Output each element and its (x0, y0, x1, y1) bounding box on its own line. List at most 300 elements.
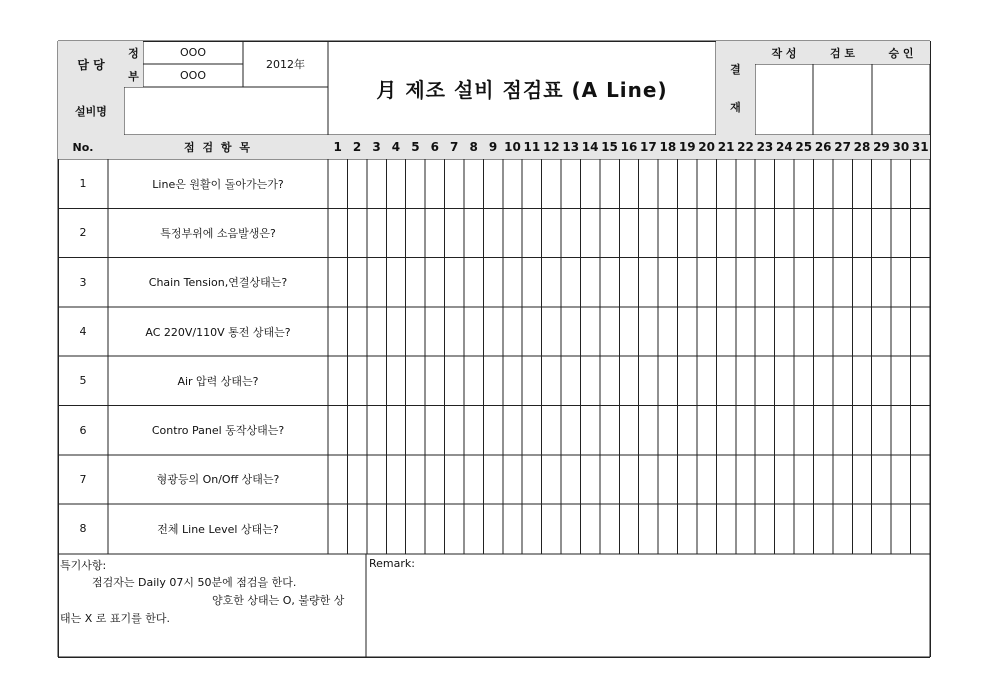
day-check-cell[interactable] (328, 406, 347, 455)
day-check-cell[interactable] (425, 504, 444, 553)
day-check-cell[interactable] (522, 455, 541, 504)
day-check-cell[interactable] (794, 504, 813, 553)
day-check-cell[interactable] (813, 258, 832, 307)
day-check-cell[interactable] (639, 356, 658, 405)
day-check-cell[interactable] (775, 159, 794, 208)
day-check-cell[interactable] (367, 406, 386, 455)
day-check-cell[interactable] (328, 455, 347, 504)
day-check-cell[interactable] (386, 159, 405, 208)
day-check-cell[interactable] (386, 406, 405, 455)
day-check-cell[interactable] (464, 406, 483, 455)
day-check-cell[interactable] (542, 356, 561, 405)
day-check-cell[interactable] (833, 406, 852, 455)
day-check-cell[interactable] (406, 504, 425, 553)
day-check-cell[interactable] (425, 159, 444, 208)
day-check-cell[interactable] (328, 356, 347, 405)
day-check-cell[interactable] (697, 258, 716, 307)
day-check-cell[interactable] (911, 307, 930, 356)
day-check-cell[interactable] (678, 455, 697, 504)
day-check-cell[interactable] (891, 307, 910, 356)
day-check-cell[interactable] (755, 406, 774, 455)
day-check-cell[interactable] (891, 208, 910, 257)
day-check-cell[interactable] (794, 159, 813, 208)
day-check-cell[interactable] (794, 258, 813, 307)
day-header-22: 22 (736, 135, 755, 159)
day-check-cell[interactable] (503, 258, 522, 307)
day-check-cell[interactable] (561, 159, 580, 208)
day-check-cell[interactable] (911, 208, 930, 257)
day-check-cell[interactable] (852, 455, 871, 504)
day-check-cell[interactable] (503, 208, 522, 257)
day-check-cell[interactable] (425, 406, 444, 455)
day-check-cell[interactable] (775, 406, 794, 455)
check-item-label: 전체 Line Level 상태는? (157, 522, 279, 536)
day-check-cell[interactable] (891, 406, 910, 455)
day-check-cell[interactable] (697, 504, 716, 553)
day-check-cell[interactable] (386, 208, 405, 257)
approval-label (716, 41, 755, 135)
special-notes-line2: 양호한 상태는 O, 불량한 상 (212, 594, 345, 607)
day-header-27: 27 (833, 135, 852, 159)
day-check-cell[interactable] (813, 504, 832, 553)
day-check-cell[interactable] (483, 455, 502, 504)
day-header-25: 25 (794, 135, 813, 159)
bu-value[interactable]: OOO (180, 69, 206, 82)
day-check-cell[interactable] (445, 504, 464, 553)
day-check-cell[interactable] (503, 406, 522, 455)
day-check-cell[interactable] (639, 504, 658, 553)
day-check-cell[interactable] (347, 208, 366, 257)
day-check-cell[interactable] (425, 258, 444, 307)
day-check-cell[interactable] (794, 455, 813, 504)
day-check-cell[interactable] (580, 356, 599, 405)
day-check-cell[interactable] (600, 504, 619, 553)
day-check-cell[interactable] (736, 208, 755, 257)
check-item-label: Line은 원활이 돌아가는가? (152, 177, 284, 191)
day-header-4: 4 (386, 135, 405, 159)
day-check-cell[interactable] (561, 307, 580, 356)
day-check-cell[interactable] (367, 159, 386, 208)
day-check-cell[interactable] (716, 208, 735, 257)
day-check-cell[interactable] (328, 307, 347, 356)
day-check-cell[interactable] (833, 307, 852, 356)
day-check-cell[interactable] (716, 356, 735, 405)
day-check-cell[interactable] (891, 159, 910, 208)
day-check-cell[interactable] (464, 208, 483, 257)
day-check-cell[interactable] (347, 504, 366, 553)
day-check-cell[interactable] (852, 307, 871, 356)
day-check-cell[interactable] (658, 159, 677, 208)
remark-box[interactable] (366, 554, 930, 657)
day-check-cell[interactable] (833, 159, 852, 208)
day-check-cell[interactable] (542, 406, 561, 455)
day-check-cell[interactable] (367, 504, 386, 553)
day-check-cell[interactable] (542, 159, 561, 208)
day-check-cell[interactable] (600, 307, 619, 356)
day-check-cell[interactable] (561, 455, 580, 504)
day-check-cell[interactable] (328, 208, 347, 257)
day-check-cell[interactable] (697, 406, 716, 455)
approval-col-reviewer: 검 토 (813, 41, 872, 64)
day-check-cell[interactable] (542, 504, 561, 553)
day-check-cell[interactable] (561, 258, 580, 307)
day-check-cell[interactable] (522, 208, 541, 257)
equipment-value[interactable] (124, 87, 328, 135)
day-header-15: 15 (600, 135, 619, 159)
day-check-cell[interactable] (580, 406, 599, 455)
day-check-cell[interactable] (386, 504, 405, 553)
day-check-cell[interactable] (736, 455, 755, 504)
day-check-cell[interactable] (794, 406, 813, 455)
day-check-cell[interactable] (406, 208, 425, 257)
day-check-cell[interactable] (445, 258, 464, 307)
signature-box-reviewer[interactable] (813, 64, 872, 135)
day-check-cell[interactable] (852, 406, 871, 455)
day-check-cell[interactable] (367, 455, 386, 504)
day-check-cell[interactable] (328, 504, 347, 553)
day-header-3: 3 (367, 135, 386, 159)
day-check-cell[interactable] (367, 307, 386, 356)
day-check-cell[interactable] (406, 307, 425, 356)
day-check-cell[interactable] (813, 406, 832, 455)
row-number: 8 (79, 522, 87, 536)
day-check-cell[interactable] (445, 307, 464, 356)
year-value[interactable]: 2012年 (266, 58, 305, 71)
check-item-label: Air 압력 상태는? (177, 374, 259, 388)
day-check-cell[interactable] (425, 356, 444, 405)
day-check-cell[interactable] (872, 208, 891, 257)
day-check-cell[interactable] (561, 406, 580, 455)
day-check-cell[interactable] (755, 356, 774, 405)
day-check-cell[interactable] (872, 504, 891, 553)
row-number: 5 (79, 374, 87, 388)
day-header-2: 2 (347, 135, 366, 159)
day-header-19: 19 (678, 135, 697, 159)
day-check-cell[interactable] (347, 356, 366, 405)
day-header-17: 17 (639, 135, 658, 159)
day-check-cell[interactable] (678, 356, 697, 405)
no-column-header: No. (58, 135, 108, 159)
day-check-cell[interactable] (813, 307, 832, 356)
day-check-cell[interactable] (755, 208, 774, 257)
day-check-cell[interactable] (891, 258, 910, 307)
day-check-cell[interactable] (911, 455, 930, 504)
approval-col-writer: 작 성 (755, 41, 813, 64)
day-header-24: 24 (775, 135, 794, 159)
day-check-cell[interactable] (697, 159, 716, 208)
day-check-cell[interactable] (911, 406, 930, 455)
check-item-label: AC 220V/110V 통전 상태는? (145, 325, 291, 339)
day-check-cell[interactable] (542, 258, 561, 307)
day-check-cell[interactable] (406, 356, 425, 405)
day-check-cell[interactable] (833, 455, 852, 504)
day-header-12: 12 (542, 135, 561, 159)
day-check-cell[interactable] (658, 455, 677, 504)
day-check-cell[interactable] (619, 504, 638, 553)
day-check-cell[interactable] (736, 406, 755, 455)
day-check-cell[interactable] (658, 208, 677, 257)
day-check-cell[interactable] (891, 455, 910, 504)
day-check-cell[interactable] (872, 356, 891, 405)
day-check-cell[interactable] (775, 504, 794, 553)
day-check-cell[interactable] (755, 455, 774, 504)
day-check-cell[interactable] (833, 258, 852, 307)
day-check-cell[interactable] (794, 356, 813, 405)
day-check-cell[interactable] (639, 258, 658, 307)
day-check-cell[interactable] (736, 159, 755, 208)
day-check-cell[interactable] (813, 455, 832, 504)
day-check-cell[interactable] (775, 455, 794, 504)
row-number: 7 (79, 472, 87, 486)
day-check-cell[interactable] (483, 258, 502, 307)
day-check-cell[interactable] (678, 307, 697, 356)
day-check-cell[interactable] (367, 208, 386, 257)
day-check-cell[interactable] (580, 208, 599, 257)
day-check-cell[interactable] (328, 159, 347, 208)
day-check-cell[interactable] (619, 159, 638, 208)
row-number: 6 (79, 423, 87, 437)
day-check-cell[interactable] (522, 406, 541, 455)
day-check-cell[interactable] (678, 504, 697, 553)
day-check-cell[interactable] (891, 504, 910, 553)
signature-box-writer[interactable] (755, 64, 813, 135)
day-check-cell[interactable] (639, 406, 658, 455)
day-check-cell[interactable] (911, 159, 930, 208)
day-check-cell[interactable] (522, 307, 541, 356)
day-check-cell[interactable] (561, 208, 580, 257)
day-check-cell[interactable] (911, 258, 930, 307)
bu-label: 부 (124, 64, 143, 87)
day-check-cell[interactable] (658, 406, 677, 455)
day-check-cell[interactable] (697, 455, 716, 504)
day-check-cell[interactable] (600, 208, 619, 257)
row-number: 2 (79, 226, 87, 240)
day-check-cell[interactable] (716, 504, 735, 553)
day-check-cell[interactable] (522, 159, 541, 208)
check-item-label: Contro Panel 동작상태는? (151, 424, 285, 438)
day-check-cell[interactable] (775, 356, 794, 405)
day-check-cell[interactable] (619, 406, 638, 455)
day-check-cell[interactable] (425, 455, 444, 504)
day-check-cell[interactable] (503, 356, 522, 405)
day-check-cell[interactable] (483, 208, 502, 257)
day-check-cell[interactable] (872, 406, 891, 455)
day-check-cell[interactable] (328, 258, 347, 307)
day-check-cell[interactable] (464, 455, 483, 504)
day-header-9: 9 (483, 135, 502, 159)
day-check-cell[interactable] (347, 307, 366, 356)
day-check-cell[interactable] (464, 258, 483, 307)
day-check-cell[interactable] (464, 356, 483, 405)
day-check-cell[interactable] (833, 208, 852, 257)
day-check-cell[interactable] (425, 307, 444, 356)
day-check-cell[interactable] (678, 258, 697, 307)
equipment-label: 설비명 (58, 87, 124, 135)
day-check-cell[interactable] (600, 455, 619, 504)
day-check-cell[interactable] (522, 504, 541, 553)
day-header-13: 13 (561, 135, 580, 159)
day-check-cell[interactable] (464, 159, 483, 208)
day-check-cell[interactable] (716, 455, 735, 504)
day-check-cell[interactable] (852, 258, 871, 307)
day-check-cell[interactable] (813, 159, 832, 208)
day-check-cell[interactable] (445, 159, 464, 208)
day-check-cell[interactable] (716, 406, 735, 455)
day-check-cell[interactable] (639, 208, 658, 257)
day-check-cell[interactable] (639, 159, 658, 208)
day-check-cell[interactable] (619, 208, 638, 257)
day-check-cell[interactable] (755, 504, 774, 553)
day-check-cell[interactable] (406, 406, 425, 455)
day-header-26: 26 (813, 135, 832, 159)
day-check-cell[interactable] (911, 504, 930, 553)
day-check-cell[interactable] (580, 307, 599, 356)
day-check-cell[interactable] (445, 455, 464, 504)
day-check-cell[interactable] (445, 406, 464, 455)
day-check-cell[interactable] (755, 159, 774, 208)
day-check-cell[interactable] (697, 208, 716, 257)
day-check-cell[interactable] (619, 455, 638, 504)
day-check-cell[interactable] (794, 307, 813, 356)
day-check-cell[interactable] (503, 307, 522, 356)
day-check-cell[interactable] (716, 307, 735, 356)
day-check-cell[interactable] (445, 356, 464, 405)
day-check-cell[interactable] (561, 504, 580, 553)
day-check-cell[interactable] (386, 356, 405, 405)
day-check-cell[interactable] (406, 159, 425, 208)
day-header-5: 5 (406, 135, 425, 159)
day-check-cell[interactable] (483, 504, 502, 553)
approval-col-approver: 승 인 (872, 41, 930, 64)
day-check-cell[interactable] (852, 504, 871, 553)
day-check-cell[interactable] (600, 356, 619, 405)
day-check-cell[interactable] (833, 504, 852, 553)
day-check-cell[interactable] (911, 356, 930, 405)
day-check-cell[interactable] (697, 356, 716, 405)
day-check-cell[interactable] (852, 159, 871, 208)
day-check-cell[interactable] (619, 356, 638, 405)
check-item-label: 특정부위에 소음발생은? (160, 226, 276, 240)
day-check-cell[interactable] (483, 307, 502, 356)
day-check-cell[interactable] (658, 356, 677, 405)
day-check-cell[interactable] (406, 455, 425, 504)
day-header-31: 31 (911, 135, 930, 159)
day-check-cell[interactable] (736, 356, 755, 405)
day-check-cell[interactable] (600, 258, 619, 307)
day-check-cell[interactable] (872, 159, 891, 208)
day-check-cell[interactable] (425, 208, 444, 257)
jeong-value[interactable]: OOO (180, 46, 206, 59)
day-check-cell[interactable] (716, 159, 735, 208)
day-check-cell[interactable] (483, 356, 502, 405)
row-number: 1 (79, 177, 87, 191)
day-check-cell[interactable] (813, 208, 832, 257)
signature-box-approver[interactable] (872, 64, 930, 135)
day-check-cell[interactable] (639, 307, 658, 356)
day-check-cell[interactable] (658, 504, 677, 553)
day-check-cell[interactable] (872, 258, 891, 307)
day-check-cell[interactable] (522, 258, 541, 307)
day-check-cell[interactable] (464, 504, 483, 553)
day-check-cell[interactable] (852, 356, 871, 405)
day-check-cell[interactable] (658, 307, 677, 356)
day-check-cell[interactable] (483, 159, 502, 208)
day-check-cell[interactable] (600, 159, 619, 208)
day-check-cell[interactable] (619, 258, 638, 307)
day-check-cell[interactable] (580, 159, 599, 208)
day-check-cell[interactable] (542, 208, 561, 257)
page-title: 月 제조 설비 점검표 (A Line) (376, 77, 668, 102)
day-check-cell[interactable] (678, 159, 697, 208)
day-check-cell[interactable] (775, 258, 794, 307)
day-check-cell[interactable] (503, 504, 522, 553)
day-check-cell[interactable] (367, 258, 386, 307)
day-check-cell[interactable] (716, 258, 735, 307)
day-check-cell[interactable] (794, 208, 813, 257)
day-check-cell[interactable] (736, 504, 755, 553)
day-check-cell[interactable] (347, 406, 366, 455)
day-check-cell[interactable] (347, 455, 366, 504)
day-check-cell[interactable] (542, 307, 561, 356)
day-check-cell[interactable] (813, 356, 832, 405)
day-check-cell[interactable] (522, 356, 541, 405)
day-check-cell[interactable] (658, 258, 677, 307)
day-check-cell[interactable] (483, 406, 502, 455)
day-check-cell[interactable] (852, 208, 871, 257)
day-check-cell[interactable] (503, 159, 522, 208)
day-check-cell[interactable] (367, 356, 386, 405)
day-check-cell[interactable] (580, 455, 599, 504)
day-check-cell[interactable] (580, 504, 599, 553)
day-check-cell[interactable] (736, 307, 755, 356)
day-check-cell[interactable] (872, 455, 891, 504)
day-check-cell[interactable] (755, 258, 774, 307)
day-check-cell[interactable] (872, 307, 891, 356)
day-header-18: 18 (658, 135, 677, 159)
day-check-cell[interactable] (891, 356, 910, 405)
day-check-cell[interactable] (736, 258, 755, 307)
day-header-29: 29 (872, 135, 891, 159)
day-check-cell[interactable] (639, 455, 658, 504)
day-check-cell[interactable] (775, 208, 794, 257)
day-check-cell[interactable] (542, 455, 561, 504)
day-check-cell[interactable] (600, 406, 619, 455)
day-check-cell[interactable] (561, 356, 580, 405)
day-header-8: 8 (464, 135, 483, 159)
day-check-cell[interactable] (503, 455, 522, 504)
day-check-cell[interactable] (347, 159, 366, 208)
day-header-7: 7 (445, 135, 464, 159)
day-check-cell[interactable] (580, 258, 599, 307)
day-check-cell[interactable] (619, 307, 638, 356)
day-check-cell[interactable] (464, 307, 483, 356)
day-check-cell[interactable] (678, 406, 697, 455)
day-check-cell[interactable] (833, 356, 852, 405)
day-check-cell[interactable] (406, 258, 425, 307)
day-check-cell[interactable] (755, 307, 774, 356)
day-check-cell[interactable] (386, 455, 405, 504)
day-check-cell[interactable] (386, 307, 405, 356)
day-check-cell[interactable] (678, 208, 697, 257)
day-check-cell[interactable] (697, 307, 716, 356)
day-check-cell[interactable] (347, 258, 366, 307)
day-check-cell[interactable] (386, 258, 405, 307)
special-notes-line1: 점검자는 Daily 07시 50분에 점검을 한다. (92, 576, 297, 589)
day-check-cell[interactable] (775, 307, 794, 356)
day-header-11: 11 (522, 135, 541, 159)
special-notes-line3: 태는 X 로 표기를 한다. (60, 612, 171, 625)
day-check-cell[interactable] (445, 208, 464, 257)
